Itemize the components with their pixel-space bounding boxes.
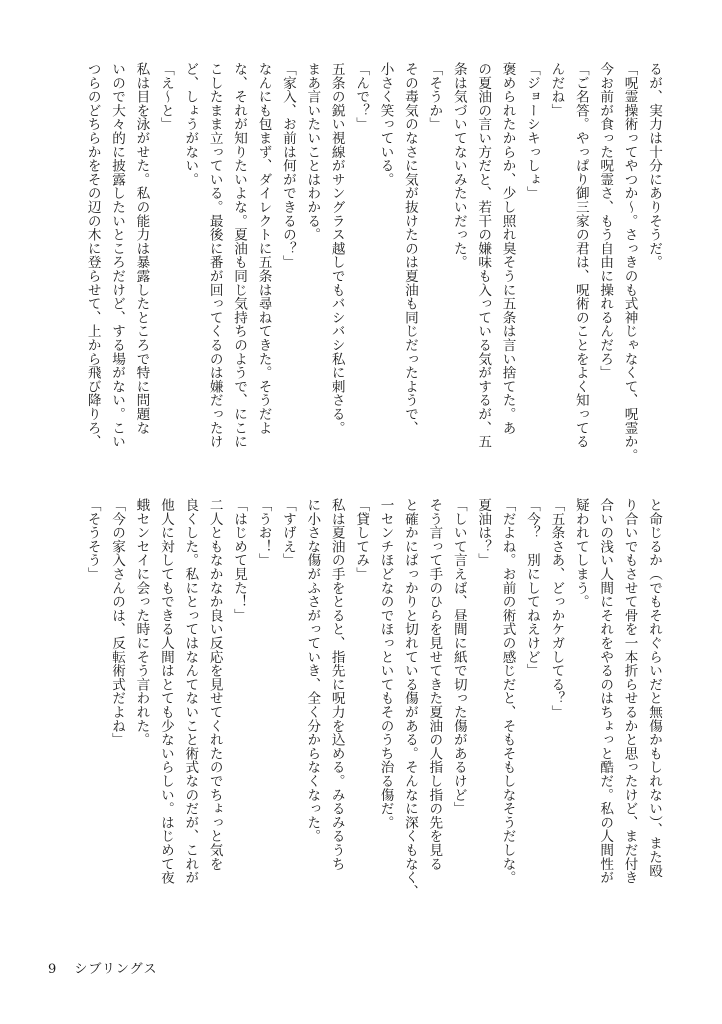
text-line: 「五条さあ、どっかケガしてる？」 bbox=[548, 498, 565, 719]
text-line: 「だよね。お前の術式の感じだと、そもそもしなそうだしな。 bbox=[499, 498, 516, 885]
text-line: 「そうか」 bbox=[426, 62, 443, 131]
text-line: 「呪霊操術ってやつか〜。さっきのも式神じゃなくて、呪霊か。 bbox=[621, 62, 638, 463]
text-line: 今お前が食った呪霊さ、もう自由に操れるんだろ」 bbox=[597, 62, 614, 380]
text-line: 良くした。私にとってはなんてないこと術式なのだが、これが bbox=[182, 498, 199, 885]
text-line: 二人ともなかなか良い反応を見せてくれたのでちょっと気を bbox=[206, 498, 223, 871]
text-line: 疑われてしまう。 bbox=[572, 498, 589, 609]
text-line: 「ジョーシキっしょ」 bbox=[523, 62, 540, 200]
text-line: 「すげえ」 bbox=[279, 498, 296, 567]
text-line: なんにも包まず、ダイレクトに五条は尋ねてきた。そうだよ bbox=[255, 62, 272, 435]
text-line: 夏油は？」 bbox=[475, 498, 492, 567]
text-line: まあ言いたいことはわかる。 bbox=[304, 62, 321, 242]
text-block-upper bbox=[52, 62, 666, 480]
text-line: いので大々的に披露したいところだけど、する場がない。こい bbox=[109, 62, 126, 449]
text-line: 「え〜と」 bbox=[157, 62, 174, 131]
text-line: の夏油の言い方だと、若干の嫌味も入っている気がするが、五 bbox=[475, 62, 492, 449]
text-line: と命じるか（でもそれぐらいだと無傷かもしれない）、また殴 bbox=[646, 498, 662, 878]
text-line: 「今？ 別にしてねえけど」 bbox=[523, 498, 540, 678]
text-line: 蛾センセイに会った時にそう言われた。 bbox=[133, 498, 150, 747]
text-line: 一センチほどなのでほっといてもそのうち治る傷だ。 bbox=[377, 498, 394, 830]
text-line: こしたまま立っている。最後に番が回ってくるのは嫌だったけ bbox=[206, 62, 223, 449]
text-line: んだね」 bbox=[548, 62, 565, 118]
running-title: シブリングス bbox=[74, 962, 158, 977]
page-number: 9 bbox=[48, 962, 58, 977]
text-line: 「はじめて見た！」 bbox=[231, 498, 248, 623]
text-line: ど、しょうがない。 bbox=[182, 62, 199, 187]
text-line: 他人に対してもできる人間はとても少ないらしい。はじめて夜 bbox=[157, 498, 174, 885]
text-line: つらのどちらかをその辺の木に登らせて、上から飛び降りろ、 bbox=[84, 62, 101, 449]
text-line: 「今の家入さんのは、反転術式だよね」 bbox=[109, 498, 126, 747]
text-line: 合いの浅い人間にそれをやるのはちょっと酷だ。私の人間性が bbox=[597, 498, 614, 885]
text-line: 「ご名答。やっぱり御三家の君は、呪術のことをよく知ってる bbox=[572, 62, 589, 449]
text-line: と確かにぱっかりと切れている傷がある。そんなに深くもなく、 bbox=[401, 498, 418, 899]
text-block-lower bbox=[52, 498, 666, 924]
text-line: 私は目を泳がせた。私の能力は暴露したところで特に問題な bbox=[133, 62, 150, 435]
text-line: るが、実力は十分にありそうだ。 bbox=[646, 62, 662, 269]
text-line: 五条の鋭い視線がサングラス越しでもバシバシ私に刺さる。 bbox=[328, 62, 345, 435]
text-line: 条は気づいてないみたいだった。 bbox=[450, 62, 467, 269]
text-line: り合いでもさせて骨を一本折らせるかと思ったけど、まだ付き bbox=[621, 498, 638, 885]
text-line: 「貸してみ」 bbox=[353, 498, 370, 581]
text-line: 「家入、お前は何ができるの？」 bbox=[279, 62, 296, 269]
text-line: そう言って手のひらを見せてきた夏油の人指し指の先を見る bbox=[426, 498, 443, 871]
text-line: 「うお！」 bbox=[255, 498, 272, 567]
text-line: 「んで？」 bbox=[353, 62, 370, 131]
page-footer bbox=[48, 958, 170, 977]
text-line: その毒気のなさに気が抜けたのは夏油も同じだったようで、 bbox=[401, 62, 418, 435]
text-line: 褒められたからか、少し照れ臭そうに五条は言い捨てた。あ bbox=[499, 62, 516, 435]
text-line: 私は夏油の手をとると、指先に呪力を込める。みるみるうち bbox=[328, 498, 345, 871]
text-line: 「しいて言えば、昼間に紙で切った傷があるけど」 bbox=[450, 498, 467, 816]
text-line: 「そうそう」 bbox=[84, 498, 101, 581]
text-line: に小さな傷がふさがっていき、全く分からなくなった。 bbox=[304, 498, 321, 843]
text-line: 小さく笑っている。 bbox=[377, 62, 394, 187]
text-line: な、それが知りたいよな。夏油も同じ気持ちのようで、にこに bbox=[231, 62, 248, 449]
